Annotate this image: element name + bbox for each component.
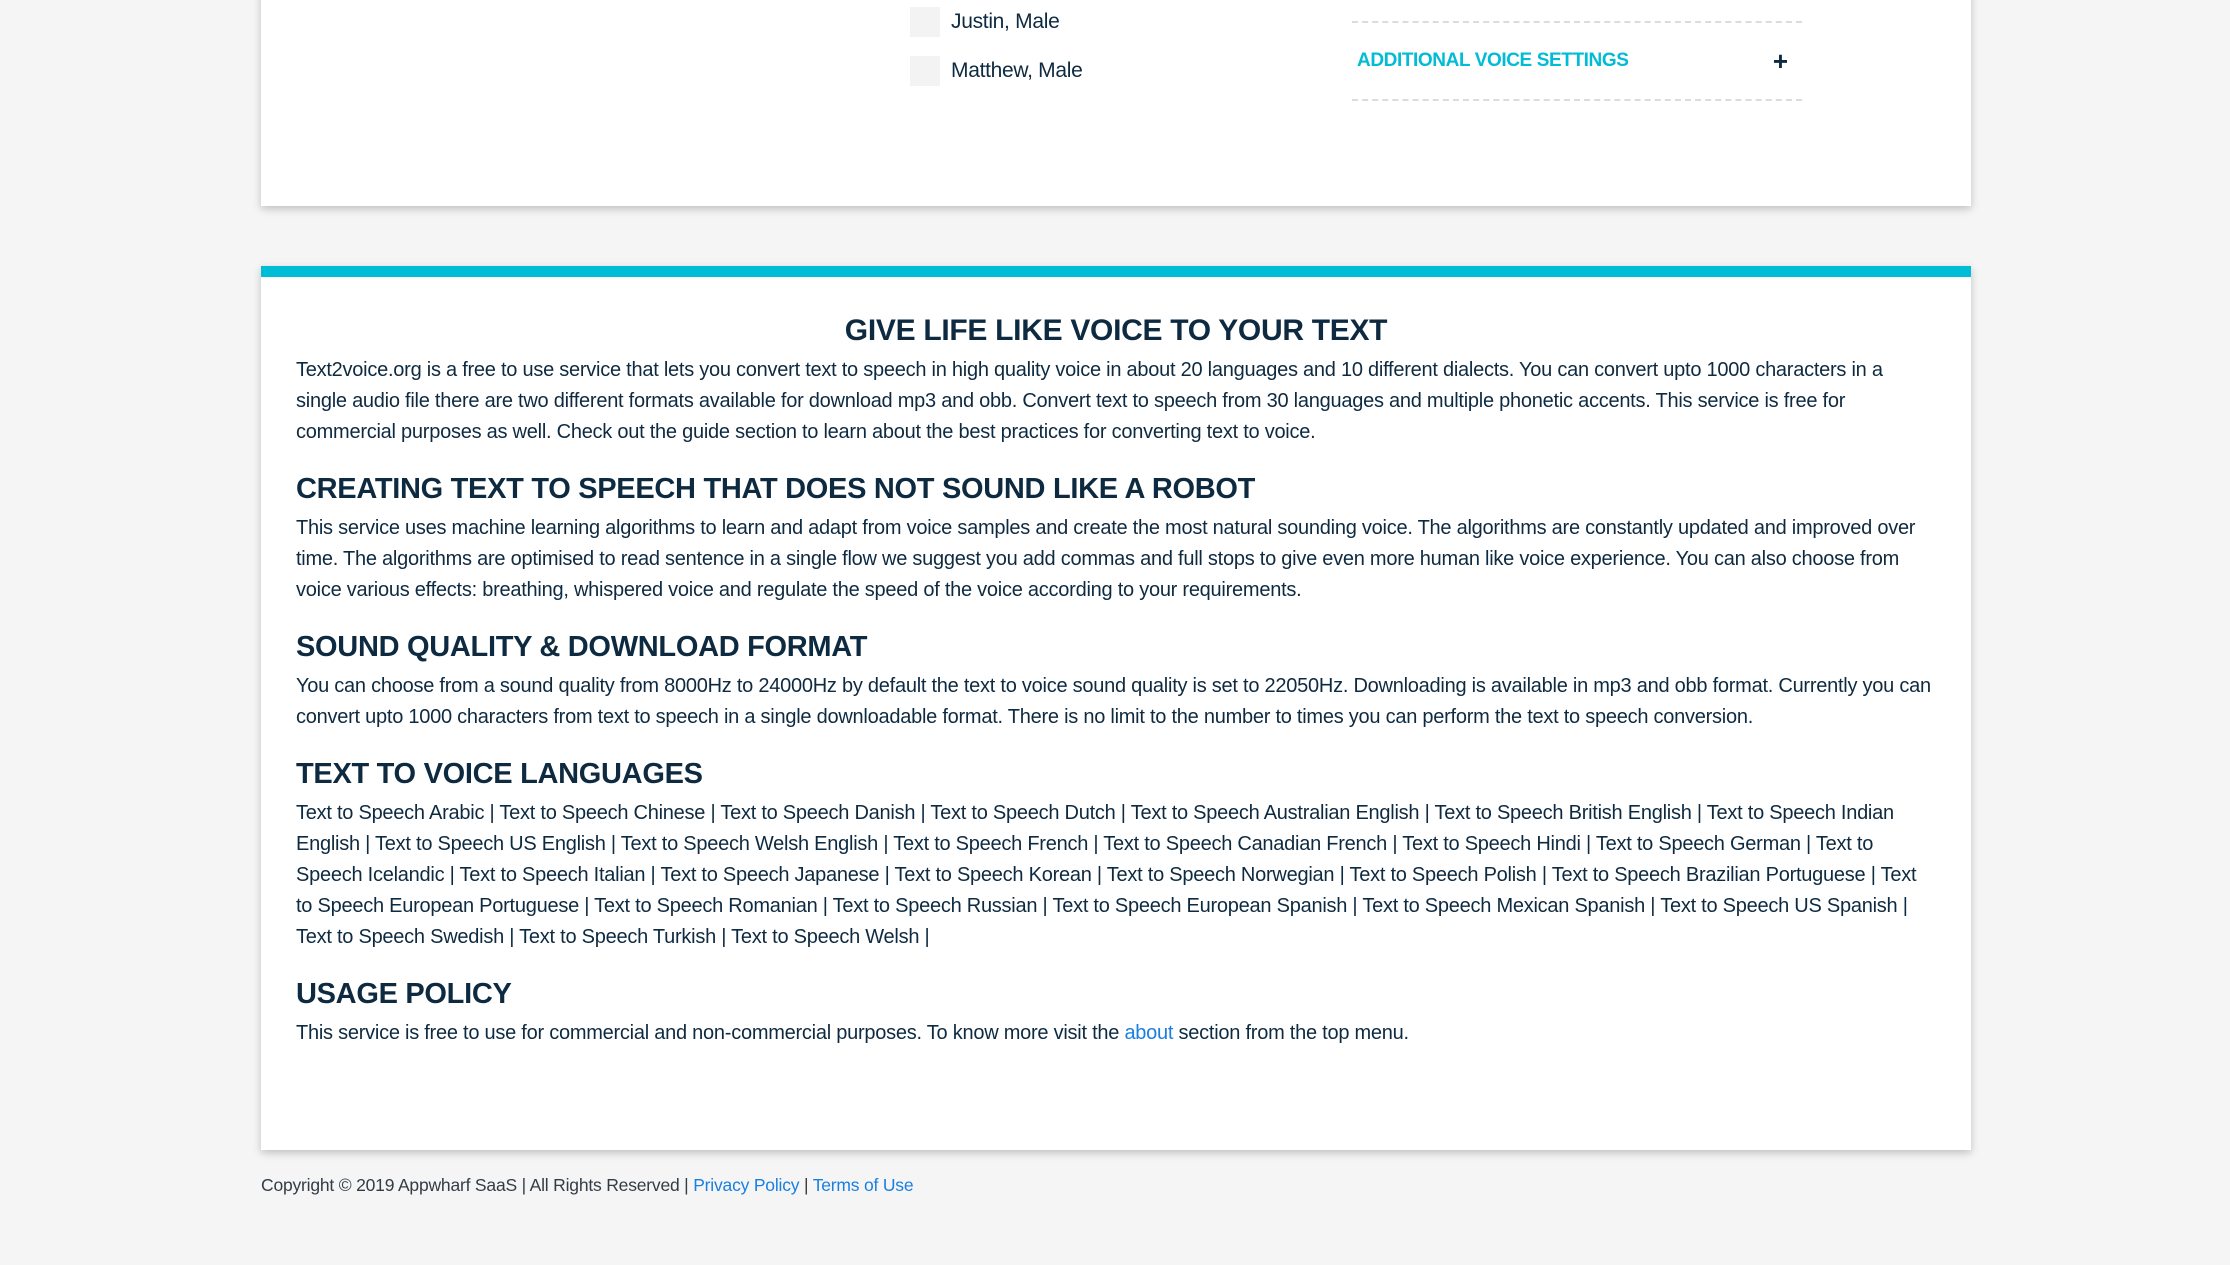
footer [261,1175,913,1196]
voice-option-matthew[interactable] [910,56,1083,86]
usage-text: This service is free to use for commercial and non-commercial purposes. To know more visit the [296,1022,1125,1044]
privacy-policy-link[interactable]: Privacy Policy [693,1175,800,1195]
terms-of-use-link[interactable]: Terms of Use [812,1175,914,1195]
section-heading-quality: SOUND QUALITY & DOWNLOAD FORMAT [296,631,868,663]
section-heading-usage: USAGE POLICY [296,978,512,1010]
section-heading-robot: CREATING TEXT TO SPEECH THAT DOES NOT SOUND LIKE A ROBOT [296,473,1256,505]
accordion-title: ADDITIONAL VOICE SETTINGS [1357,50,1629,71]
voice-settings-card [261,0,1971,206]
voice-checkbox[interactable] [910,56,940,86]
additional-voice-settings-toggle[interactable] [1352,21,1802,101]
section-body-robot: This service uses machine learning algorithms to learn and adapt from voice samples and create the most natural sounding voice. The algorithms are constantly updated and improved over time. The algorithms are optimised to read sentence in a single flow we suggest you add commas and full stops to give even more human like voice experience. You can also choose from voice various effects: breathing, whispered voice and regulate the speed of the voice according to your requirements. [296,517,1916,601]
info-card [261,266,1971,1150]
about-link[interactable]: about [1124,1022,1174,1044]
plus-icon[interactable]: + [1772,46,1788,76]
info-content [296,311,1936,1049]
page-title: GIVE LIFE LIKE VOICE TO YOUR TEXT [844,314,1388,347]
voice-option-justin[interactable] [910,7,1059,37]
voice-label: Matthew, Male [951,59,1083,82]
footer-separator: | [799,1175,813,1195]
languages-list: Text to Speech Arabic | Text to Speech Chinese | Text to Speech Danish | Text to Speech Dutch | Text to Speech Australian English | Text to Speech British English | Text to Speech Indian English | Text to Speech US English | Text to Speech Welsh English | Text to Speech French | Text to Speech Canadian French | Text to Speech Hindi | Text to Speech German | Text to Speech Icelandic | Text to Speech Italian | Text to Speech Japanese | Text to Speech Korean | Text to Speech Norwegian | Text to Speech Polish | Text to Speech Brazilian Portuguese | Text to Speech European Portuguese | Text to Speech Romanian | Text to Speech Russian | Text to Speech European Spanish | Text to Speech Mexican Spanish | Text to Speech US Spanish | Text to Speech Swedish | Text to Speech Turkish | Text to Speech Welsh | [296,802,1917,948]
usage-paragraph [296,1018,1936,1049]
section-heading-languages: TEXT TO VOICE LANGUAGES [296,758,703,790]
intro-paragraph: Text2voice.org is a free to use service that lets you convert text to speech in high quality voice in about 20 languages and 10 different dialects. You can convert upto 1000 characters in a single audio file there are two different formats available for download mp3 and obb. Convert text to speech from 30 languages and multiple phonetic accents. This service is free for commercial purposes as well. Check out the guide section to learn about the best practices for converting text to voice. [296,359,1883,443]
copyright-text: Copyright © 2019 Appwharf SaaS | All Rights Reserved | [261,1175,694,1195]
voice-label: Justin, Male [951,10,1060,33]
usage-text-end: section from the top menu. [1173,1022,1409,1044]
section-body-quality: You can choose from a sound quality from 8000Hz to 24000Hz by default the text to voice sound quality is set to 22050Hz. Downloading is available in mp3 and obb format. Currently you can convert upto 1000 characters from text to speech in a single downloadable format. There is no limit to the number to times you can perform the text to speech conversion. [296,675,1931,728]
voice-checkbox[interactable] [910,7,940,37]
